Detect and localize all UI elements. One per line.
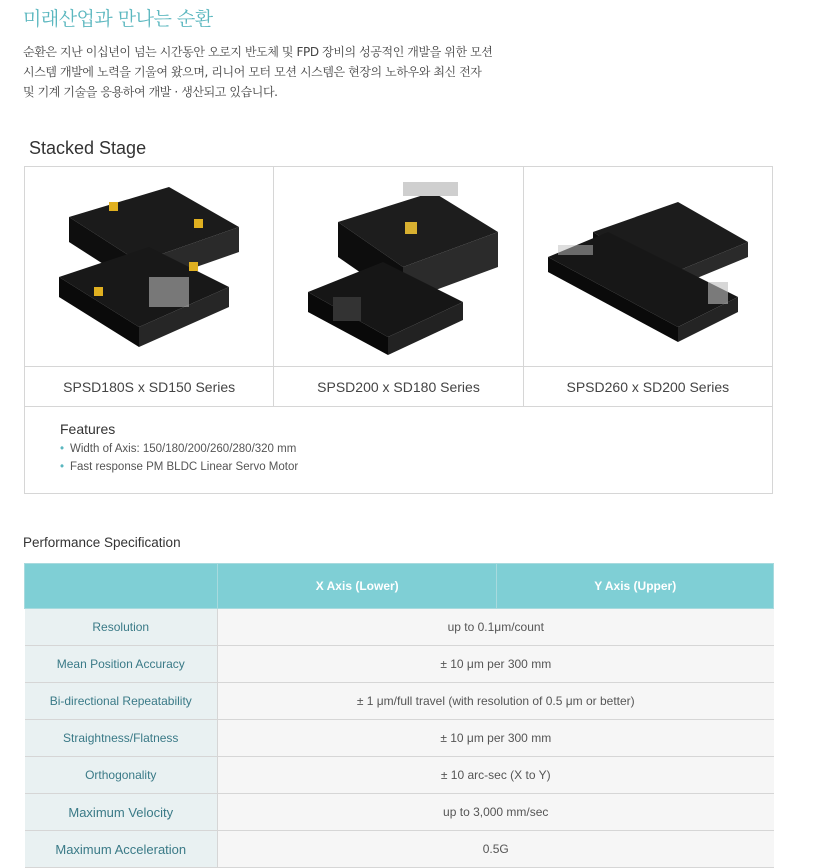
header-cell-y-axis: Y Axis (Upper) bbox=[497, 564, 774, 609]
product-name[interactable]: SPSD180S x SD150 Series bbox=[25, 367, 273, 407]
row-value: ± 10 arc-sec (X to Y) bbox=[218, 757, 774, 794]
table-header-row bbox=[25, 564, 774, 609]
row-value: ± 10 μm per 300 mm bbox=[218, 646, 774, 683]
product-name[interactable]: SPSD260 x SD200 Series bbox=[524, 367, 772, 407]
row-value: 0.5G bbox=[218, 831, 774, 868]
product-name[interactable]: SPSD200 x SD180 Series bbox=[274, 367, 522, 407]
table-row bbox=[25, 646, 774, 683]
intro-line: 시스템 개발에 노력을 기울여 왔으며, 리니어 모터 모션 시스템은 현장의 노하우와 최신 전자 bbox=[23, 65, 482, 79]
product-image-spsd200[interactable] bbox=[274, 167, 522, 367]
table-row bbox=[25, 831, 774, 868]
table-row bbox=[25, 757, 774, 794]
row-value: ± 10 μm per 300 mm bbox=[218, 720, 774, 757]
product-image-spsd260[interactable] bbox=[524, 167, 772, 367]
row-value: up to 3,000 mm/sec bbox=[218, 794, 774, 831]
row-label: Orthogonality bbox=[25, 757, 218, 794]
intro-line: 순환은 지난 이십년이 넘는 시간동안 오로지 반도체 및 FPD 장비의 성공적인 개발을 위한 모션 bbox=[23, 45, 493, 59]
feature-item: • Fast response PM BLDC Linear Servo Motor bbox=[60, 458, 772, 476]
intro-text bbox=[23, 42, 523, 102]
features-list bbox=[60, 440, 772, 476]
header-cell-x-axis: X Axis (Lower) bbox=[218, 564, 497, 609]
row-value: up to 0.1μm/count bbox=[218, 609, 774, 646]
product-panel bbox=[24, 166, 773, 494]
row-label: Resolution bbox=[25, 609, 218, 646]
row-value: ± 1 μm/full travel (with resolution of 0.5 μm or better) bbox=[218, 683, 774, 720]
spec-table bbox=[24, 563, 774, 868]
features-title: Features bbox=[60, 421, 116, 437]
product-card[interactable] bbox=[274, 167, 523, 407]
table-row bbox=[25, 720, 774, 757]
intro-line: 및 기계 기술을 응용하여 개발 · 생산되고 있습니다. bbox=[23, 85, 278, 99]
features-box bbox=[25, 407, 772, 493]
table-row bbox=[25, 683, 774, 720]
page-title: 미래산업과 만나는 순환 bbox=[23, 8, 213, 30]
header-cell-blank bbox=[25, 564, 218, 609]
bullet-icon: • bbox=[60, 461, 65, 473]
performance-title: Performance Specification bbox=[23, 535, 181, 550]
section-title-stacked-stage: Stacked Stage bbox=[29, 138, 147, 158]
product-card[interactable] bbox=[25, 167, 274, 407]
row-label: Mean Position Accuracy bbox=[25, 646, 218, 683]
row-label: Maximum Acceleration bbox=[25, 831, 218, 868]
product-row bbox=[25, 167, 772, 407]
table-row bbox=[25, 609, 774, 646]
row-label: Bi-directional Repeatability bbox=[25, 683, 218, 720]
bullet-icon: • bbox=[60, 443, 65, 455]
table-row bbox=[25, 794, 774, 831]
row-label: Straightness/Flatness bbox=[25, 720, 218, 757]
product-card[interactable] bbox=[524, 167, 772, 407]
feature-item: • Width of Axis: 150/180/200/260/280/320 mm bbox=[60, 440, 772, 458]
product-image-spsd180s[interactable] bbox=[25, 167, 273, 367]
row-label: Maximum Velocity bbox=[25, 794, 218, 831]
